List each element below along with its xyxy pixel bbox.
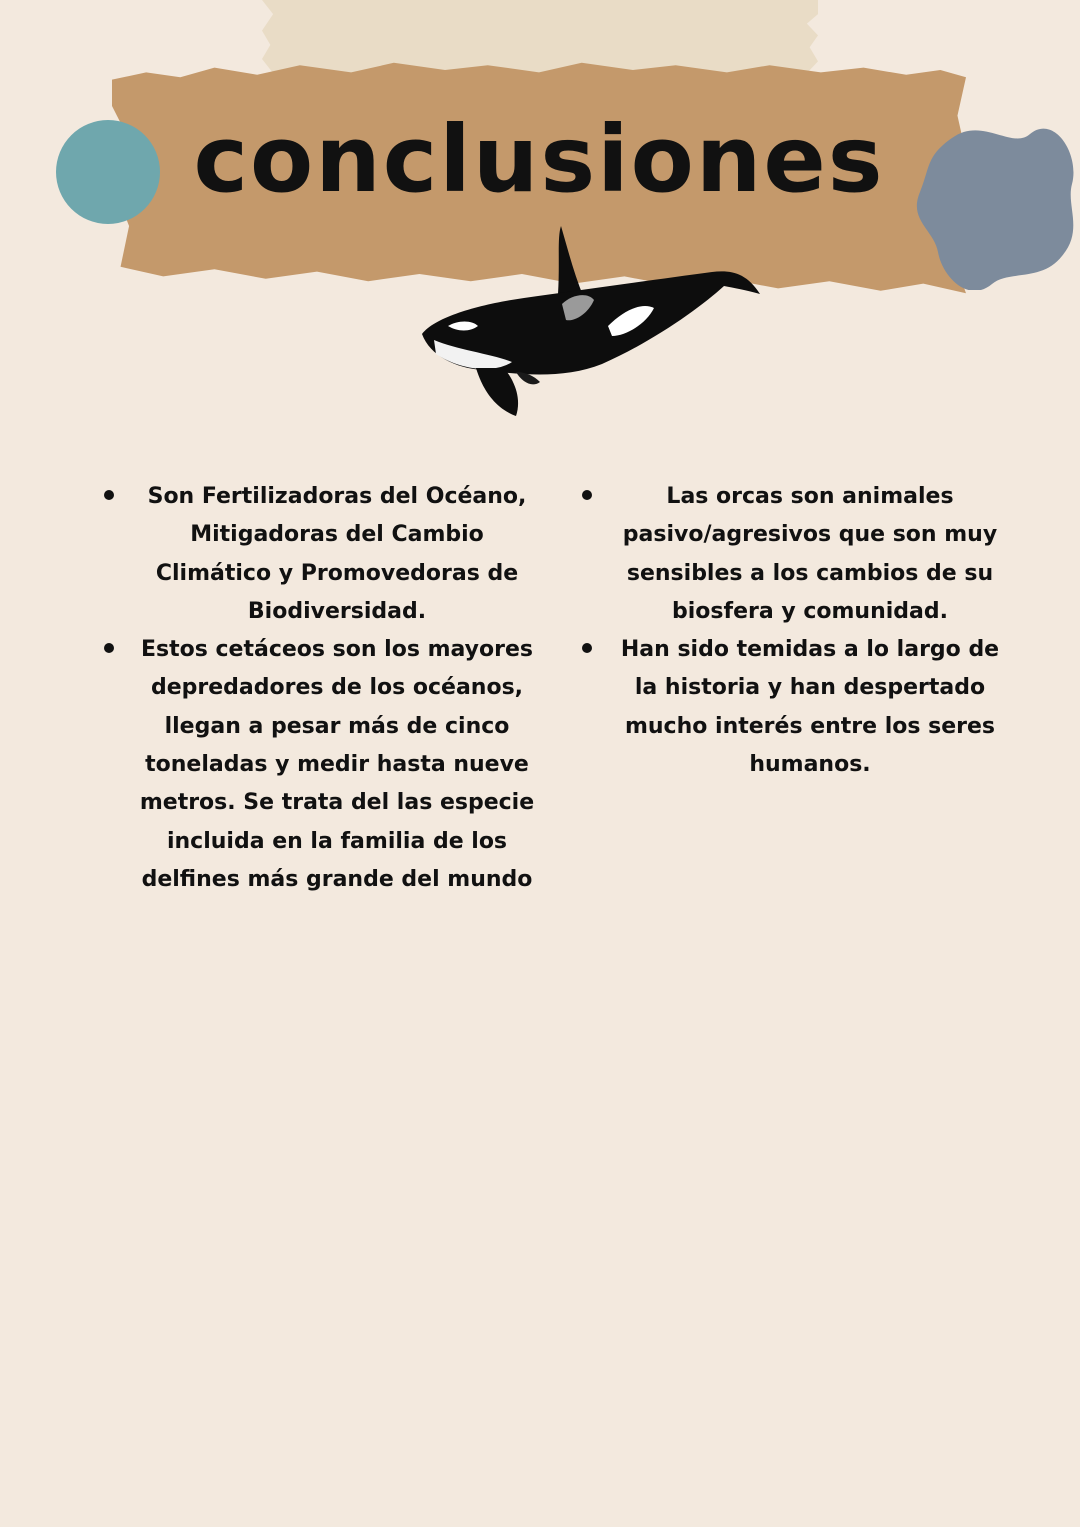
bullet-icon — [104, 490, 114, 500]
list-item-text: Son Fertilizadoras del Océano, Mitigadoras del Cambio Climático y Promovedoras de Biodiversidad. — [147, 484, 527, 624]
conclusions-left-list — [100, 478, 540, 899]
list-item-text: Estos cetáceos son los mayores depredadores de los océanos, llegan a pesar más de cinco toneladas y medir hasta nueve metros. Se trata del las especie incluida en la familia de los delfines más grande del mundo — [139, 637, 535, 892]
list-item — [578, 631, 1008, 784]
list-item — [100, 478, 540, 631]
orca-icon — [412, 222, 768, 422]
conclusions-right-list — [578, 478, 1008, 784]
list-item — [578, 478, 1008, 631]
list-item-text: Han sido temidas a lo largo de la historia y han despertado mucho interés entre los seres humanos. — [620, 637, 1000, 778]
bullet-icon — [582, 643, 592, 653]
page-title: conclusiones — [193, 106, 885, 213]
bullet-icon — [104, 643, 114, 653]
list-item — [100, 631, 540, 899]
bullet-icon — [582, 490, 592, 500]
list-item-text: Las orcas son animales pasivo/agresivos que son muy sensibles a los cambios de su biosfera y comunidad. — [622, 484, 998, 624]
